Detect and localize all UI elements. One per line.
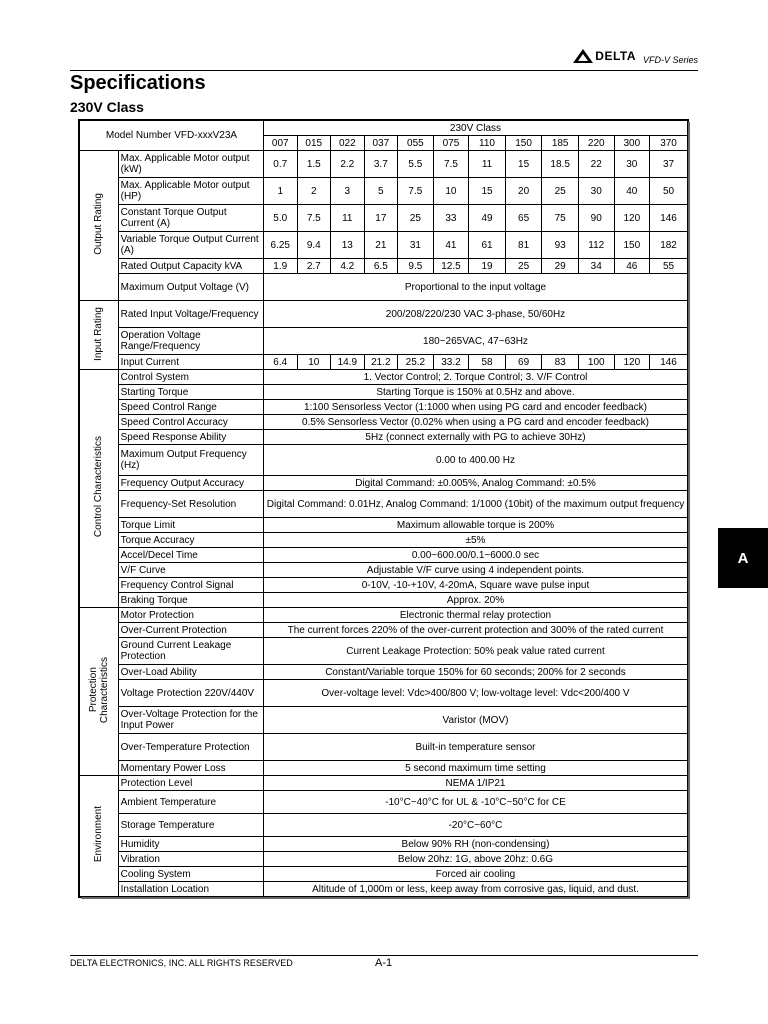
spec-value-cell: 150: [614, 232, 650, 259]
control-characteristics-section-line: Control Characteristics: [93, 436, 105, 538]
table-row: [80, 476, 688, 491]
page-footer: [70, 955, 698, 969]
spec-value-cell: 75: [542, 205, 579, 232]
table-row: [80, 680, 688, 707]
spec-label: Frequency Control Signal: [118, 578, 263, 593]
spec-label: Installation Location: [118, 882, 263, 897]
model-code-cell: 150: [505, 136, 542, 151]
delta-triangle-icon: [572, 48, 594, 64]
spec-value-cell: 19: [469, 259, 506, 274]
spec-value-cell: 49: [469, 205, 506, 232]
spec-value-cell: 90: [578, 205, 614, 232]
spec-value-cell: 20: [505, 178, 542, 205]
table-row: [80, 533, 688, 548]
spec-label: Speed Response Ability: [118, 430, 263, 445]
spec-value-cell: 2.7: [297, 259, 331, 274]
spec-table: [79, 120, 688, 897]
model-code-cell: 220: [578, 136, 614, 151]
spec-value: Varistor (MOV): [263, 707, 687, 734]
spec-value-cell: 9.4: [297, 232, 331, 259]
spec-label: Input Current: [118, 355, 263, 370]
spec-value: 0.00~600.00/0.1~6000.0 sec: [263, 548, 687, 563]
spec-value: Altitude of 1,000m or less, keep away from corrosive gas, liquid, and dust.: [263, 882, 687, 897]
environment-section-text: [93, 806, 104, 862]
spec-value-cell: 112: [578, 232, 614, 259]
spec-label: Control System: [118, 370, 263, 385]
spec-label: Max. Applicable Motor output (kW): [118, 151, 263, 178]
spec-value-cell: 25: [505, 259, 542, 274]
table-row: [80, 491, 688, 518]
spec-value-cell: 55: [650, 259, 688, 274]
model-code-cell: 055: [398, 136, 434, 151]
model-code-cell: 075: [433, 136, 469, 151]
protection-characteristics-section-label: [80, 608, 119, 776]
spec-label: Over-Temperature Protection: [118, 734, 263, 761]
environment-section-label: [80, 776, 119, 897]
table-row: [80, 151, 688, 178]
model-code-cell: 007: [263, 136, 297, 151]
table-row: [80, 430, 688, 445]
model-code-cell: 015: [297, 136, 331, 151]
spec-value: 5 second maximum time setting: [263, 761, 687, 776]
table-row: [80, 518, 688, 533]
spec-label: Momentary Power Loss: [118, 761, 263, 776]
spec-value-cell: 5.5: [398, 151, 434, 178]
spec-value-cell: 7.5: [297, 205, 331, 232]
spec-value: Starting Torque is 150% at 0.5Hz and above.: [263, 385, 687, 400]
spec-value: NEMA 1/IP21: [263, 776, 687, 791]
spec-value-cell: 33.2: [433, 355, 469, 370]
spec-value: 5Hz (connect externally with PG to achieve 30Hz): [263, 430, 687, 445]
protection-characteristics-section-line: Protection: [87, 667, 99, 713]
spec-value-cell: 69: [505, 355, 542, 370]
table-row: [80, 400, 688, 415]
spec-value: ±5%: [263, 533, 687, 548]
spec-value-cell: 15: [469, 178, 506, 205]
spec-label: Vibration: [118, 852, 263, 867]
spec-value-cell: 6.25: [263, 232, 297, 259]
spec-value-cell: 2: [297, 178, 331, 205]
spec-label: Frequency-Set Resolution: [118, 491, 263, 518]
spec-value-cell: 10: [433, 178, 469, 205]
model-number-header: Model Number VFD-xxxV23A: [80, 121, 264, 151]
table-row: [80, 578, 688, 593]
model-code-cell: 300: [614, 136, 650, 151]
spec-label: Max. Applicable Motor output (HP): [118, 178, 263, 205]
spec-value: 0-10V, -10-+10V, 4-20mA, Square wave pulse input: [263, 578, 687, 593]
spec-value-cell: 0.7: [263, 151, 297, 178]
spec-value: 180~265VAC, 47~63Hz: [263, 328, 687, 355]
spec-label: Humidity: [118, 837, 263, 852]
spec-label: Accel/Decel Time: [118, 548, 263, 563]
table-row: [80, 205, 688, 232]
spec-value-cell: 7.5: [398, 178, 434, 205]
model-code-cell: 037: [364, 136, 398, 151]
page-subtitle: 230V Class: [70, 99, 144, 115]
table-row: [80, 707, 688, 734]
delta-logo: [572, 48, 636, 64]
spec-label: Braking Torque: [118, 593, 263, 608]
spec-value-cell: 33: [433, 205, 469, 232]
spec-label: Constant Torque Output Current (A): [118, 205, 263, 232]
spec-value-cell: 29: [542, 259, 579, 274]
spec-value-cell: 21: [364, 232, 398, 259]
table-row: [80, 385, 688, 400]
spec-value-cell: 146: [650, 205, 688, 232]
spec-value-cell: 146: [650, 355, 688, 370]
spec-label: Variable Torque Output Current (A): [118, 232, 263, 259]
spec-value: Over-voltage level: Vdc>400/800 V; low-voltage level: Vdc<200/400 V: [263, 680, 687, 707]
control-characteristics-section-label: [80, 370, 119, 608]
spec-value: Digital Command: 0.01Hz, Analog Command: 1/1000 (10bit) of the maximum output frequency: [263, 491, 687, 518]
spec-value-cell: 100: [578, 355, 614, 370]
spec-value: Electronic thermal relay protection: [263, 608, 687, 623]
spec-value: Adjustable V/F curve using 4 independent points.: [263, 563, 687, 578]
spec-value-cell: 37: [650, 151, 688, 178]
spec-value-cell: 83: [542, 355, 579, 370]
spec-value: Current Leakage Protection: 50% peak value rated current: [263, 638, 687, 665]
series-label: VFD-V Series: [642, 55, 698, 65]
spec-label: Voltage Protection 220V/440V: [118, 680, 263, 707]
spec-value-cell: 81: [505, 232, 542, 259]
page-number: A-1: [375, 957, 393, 969]
table-row: [80, 274, 688, 301]
table-row: [80, 415, 688, 430]
spec-value-cell: 18.5: [542, 151, 579, 178]
spec-value-cell: 14.9: [331, 355, 365, 370]
spec-value-cell: 4.2: [331, 259, 365, 274]
spec-value-cell: 120: [614, 355, 650, 370]
spec-value-cell: 61: [469, 232, 506, 259]
table-row: [80, 623, 688, 638]
spec-label: Maximum Output Frequency (Hz): [118, 445, 263, 476]
spec-value: 0.5% Sensorless Vector (0.02% when using a PG card and encoder feedback): [263, 415, 687, 430]
spec-value-cell: 1.9: [263, 259, 297, 274]
model-code-cell: 110: [469, 136, 506, 151]
spec-label: Rated Output Capacity kVA: [118, 259, 263, 274]
table-row: [80, 867, 688, 882]
spec-value-cell: 41: [433, 232, 469, 259]
spec-value: -20°C~60°C: [263, 814, 687, 837]
table-row: [80, 259, 688, 274]
spec-value: -10°C~40°C for UL & -10°C~50°C for CE: [263, 791, 687, 814]
spec-value-cell: 6.5: [364, 259, 398, 274]
spec-value-cell: 50: [650, 178, 688, 205]
table-row: [80, 563, 688, 578]
spec-value: Built-in temperature sensor: [263, 734, 687, 761]
spec-value-cell: 5.0: [263, 205, 297, 232]
table-row: [80, 178, 688, 205]
model-code-cell: 185: [542, 136, 579, 151]
page-header: [70, 44, 698, 71]
table-row: [80, 232, 688, 259]
spec-label: Operation Voltage Range/Frequency: [118, 328, 263, 355]
input-rating-section-label: [80, 301, 119, 370]
spec-value-cell: 120: [614, 205, 650, 232]
spec-value-cell: 21.2: [364, 355, 398, 370]
spec-label: Torque Accuracy: [118, 533, 263, 548]
spec-value-cell: 34: [578, 259, 614, 274]
spec-value: Approx. 20%: [263, 593, 687, 608]
spec-value: Digital Command: ±0.005%, Analog Command: ±0.5%: [263, 476, 687, 491]
spec-label: Protection Level: [118, 776, 263, 791]
model-code-cell: 370: [650, 136, 688, 151]
spec-value: Proportional to the input voltage: [263, 274, 687, 301]
table-row: [80, 852, 688, 867]
spec-label: Rated Input Voltage/Frequency: [118, 301, 263, 328]
spec-label: Speed Control Range: [118, 400, 263, 415]
control-characteristics-section-text: [93, 436, 104, 537]
table-row: [80, 734, 688, 761]
spec-value-cell: 40: [614, 178, 650, 205]
spec-value-cell: 1.5: [297, 151, 331, 178]
spec-value-cell: 17: [364, 205, 398, 232]
spec-value-cell: 30: [578, 178, 614, 205]
spec-table-wrapper: [78, 119, 689, 898]
table-row: [80, 776, 688, 791]
table-row: [80, 548, 688, 563]
voltage-class-header: 230V Class: [263, 121, 687, 136]
spec-label: Over-Load Ability: [118, 665, 263, 680]
table-header-row: [80, 121, 688, 136]
spec-label: Ambient Temperature: [118, 791, 263, 814]
spec-value: Maximum allowable torque is 200%: [263, 518, 687, 533]
model-code-cell: 022: [331, 136, 365, 151]
table-row: [80, 608, 688, 623]
spec-label: Over-Current Protection: [118, 623, 263, 638]
spec-value-cell: 9.5: [398, 259, 434, 274]
spec-value: 200/208/220/230 VAC 3-phase, 50/60Hz: [263, 301, 687, 328]
page-title: Specifications: [70, 72, 206, 94]
appendix-tab: A: [718, 528, 768, 588]
spec-label: Storage Temperature: [118, 814, 263, 837]
table-row: [80, 355, 688, 370]
spec-value-cell: 182: [650, 232, 688, 259]
spec-value-cell: 3: [331, 178, 365, 205]
output-rating-section-text: [93, 193, 104, 255]
spec-label: Ground Current Leakage Protection: [118, 638, 263, 665]
spec-label: Maximum Output Voltage (V): [118, 274, 263, 301]
table-row: [80, 882, 688, 897]
brand-name: DELTA: [595, 49, 636, 63]
spec-label: V/F Curve: [118, 563, 263, 578]
table-row: [80, 593, 688, 608]
spec-value-cell: 1: [263, 178, 297, 205]
spec-value-cell: 25.2: [398, 355, 434, 370]
spec-value: Below 90% RH (non-condensing): [263, 837, 687, 852]
spec-label: Over-Voltage Protection for the Input Power: [118, 707, 263, 734]
table-row: [80, 665, 688, 680]
table-row: [80, 328, 688, 355]
table-row: [80, 814, 688, 837]
output-rating-section-label: [80, 151, 119, 301]
spec-label: Torque Limit: [118, 518, 263, 533]
spec-value-cell: 93: [542, 232, 579, 259]
spec-label: Frequency Output Accuracy: [118, 476, 263, 491]
spec-value-cell: 22: [578, 151, 614, 178]
table-row: [80, 761, 688, 776]
spec-label: Starting Torque: [118, 385, 263, 400]
spec-value: Below 20hz: 1G, above 20hz: 0.6G: [263, 852, 687, 867]
spec-value-cell: 3.7: [364, 151, 398, 178]
table-row: [80, 301, 688, 328]
spec-label: Cooling System: [118, 867, 263, 882]
footer-company: DELTA ELECTRONICS, INC. ALL RIGHTS RESERVED: [70, 958, 293, 968]
table-row: [80, 370, 688, 385]
spec-value: 1:100 Sensorless Vector (1:1000 when using PG card and encoder feedback): [263, 400, 687, 415]
spec-value-cell: 13: [331, 232, 365, 259]
spec-value: Constant/Variable torque 150% for 60 seconds; 200% for 2 seconds: [263, 665, 687, 680]
table-row: [80, 445, 688, 476]
spec-value: 0.00 to 400.00 Hz: [263, 445, 687, 476]
spec-value-cell: 15: [505, 151, 542, 178]
output-rating-section-line: Output Rating: [93, 193, 105, 255]
spec-value: The current forces 220% of the over-current protection and 300% of the rated current: [263, 623, 687, 638]
environment-section-line: Environment: [93, 806, 105, 863]
protection-characteristics-section-text: [88, 657, 110, 723]
spec-value-cell: 11: [469, 151, 506, 178]
input-rating-section-text: [93, 307, 104, 361]
spec-value-cell: 25: [398, 205, 434, 232]
spec-value-cell: 30: [614, 151, 650, 178]
spec-value-cell: 7.5: [433, 151, 469, 178]
spec-value-cell: 11: [331, 205, 365, 232]
spec-value-cell: 65: [505, 205, 542, 232]
spec-value: 1. Vector Control; 2. Torque Control; 3. V/F Control: [263, 370, 687, 385]
protection-characteristics-section-line: Characteristics: [98, 656, 110, 724]
input-rating-section-line: Input Rating: [93, 306, 105, 361]
spec-value-cell: 6.4: [263, 355, 297, 370]
spec-value-cell: 5: [364, 178, 398, 205]
spec-label: Motor Protection: [118, 608, 263, 623]
table-row: [80, 791, 688, 814]
spec-value-cell: 2.2: [331, 151, 365, 178]
spec-label: Speed Control Accuracy: [118, 415, 263, 430]
spec-value: Forced air cooling: [263, 867, 687, 882]
table-row: [80, 638, 688, 665]
spec-value-cell: 25: [542, 178, 579, 205]
spec-value-cell: 10: [297, 355, 331, 370]
spec-value-cell: 58: [469, 355, 506, 370]
table-row: [80, 837, 688, 852]
spec-value-cell: 46: [614, 259, 650, 274]
spec-value-cell: 31: [398, 232, 434, 259]
spec-value-cell: 12.5: [433, 259, 469, 274]
